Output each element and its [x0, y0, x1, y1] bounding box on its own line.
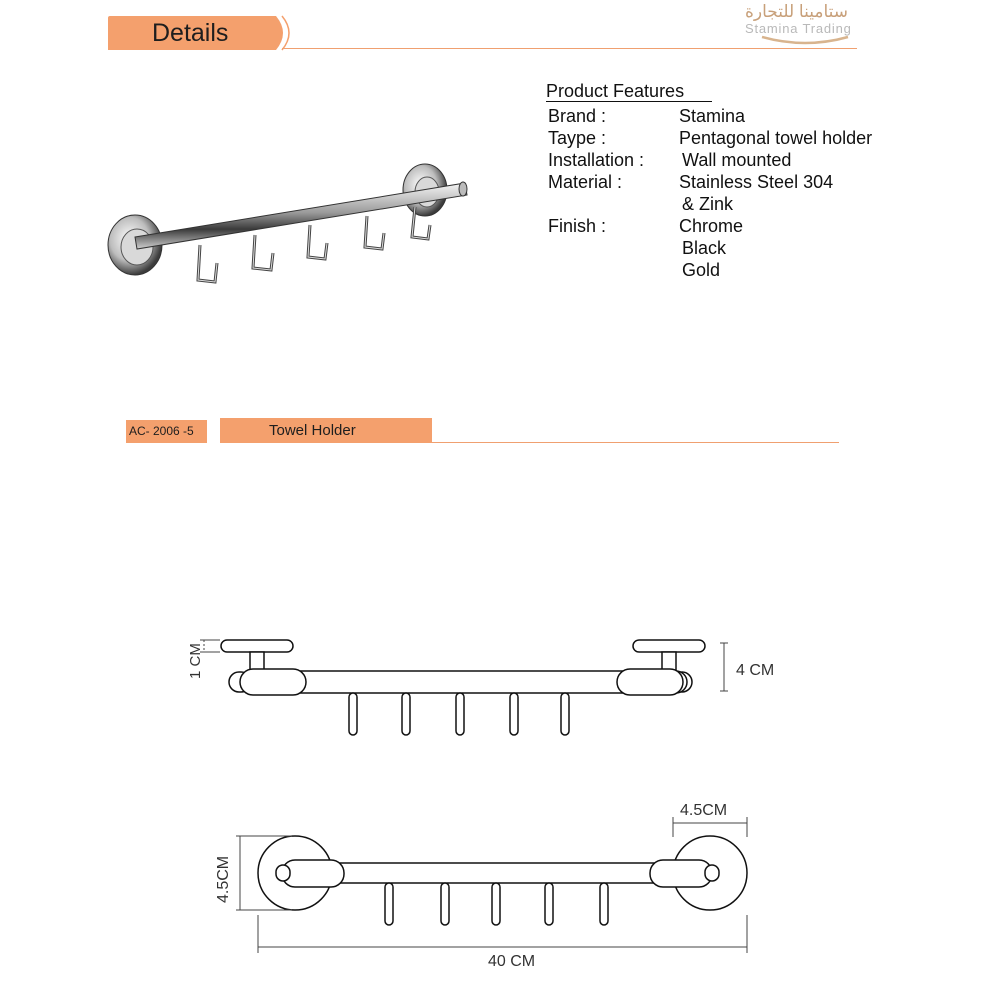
feature-value: Pentagonal towel holder	[679, 128, 873, 148]
feature-label: Installation :	[548, 150, 645, 170]
feature-label: Brand :	[548, 106, 607, 126]
dim-top-gap: 1 CM	[187, 643, 204, 679]
feature-row-material-2	[0, 193, 1000, 215]
feature-value: Wall mounted	[682, 150, 792, 170]
features-title: Product Features	[546, 81, 685, 101]
logo-arabic: ستامينا للتجارة	[745, 2, 849, 21]
tab-curve-icon	[270, 14, 310, 52]
front-view-drawing	[200, 795, 760, 975]
feature-label: Taype :	[548, 128, 607, 148]
feature-value: Chrome	[679, 216, 744, 236]
logo-swoosh-icon	[760, 33, 850, 47]
feature-value: Gold	[682, 260, 721, 280]
feature-value: Stainless Steel 304	[679, 172, 834, 192]
features-underline	[546, 101, 712, 102]
logo-english: Stamina Trading	[745, 21, 852, 36]
dim-total-length: 40 CM	[488, 953, 536, 970]
feature-row-finish-2	[0, 237, 1000, 259]
feature-row-finish-3	[0, 259, 1000, 281]
feature-value: & Zink	[682, 194, 734, 214]
feature-value: Stamina	[679, 106, 746, 126]
product-name: Towel Holder	[269, 422, 356, 439]
feature-row-type	[0, 127, 1000, 149]
feature-row-material	[0, 171, 1000, 193]
feature-row-finish	[0, 215, 1000, 237]
product-name-badge	[220, 418, 432, 443]
feature-label: Material :	[548, 172, 623, 192]
details-title: Details	[152, 19, 229, 47]
header-divider	[282, 48, 857, 49]
product-code: AC- 2006 -5	[129, 424, 194, 438]
details-tab	[108, 16, 276, 50]
feature-row-brand	[0, 105, 1000, 127]
side-view-drawing	[180, 625, 800, 745]
dim-side-height: 4 CM	[736, 662, 775, 679]
dim-flange-width: 4.5CM	[680, 802, 728, 819]
product-code-badge	[126, 420, 207, 443]
feature-label: Finish :	[548, 216, 607, 236]
dim-front-height: 4.5CM	[215, 855, 232, 903]
section-divider	[432, 442, 839, 443]
feature-value: Black	[682, 238, 727, 258]
feature-row-installation	[0, 149, 1000, 171]
